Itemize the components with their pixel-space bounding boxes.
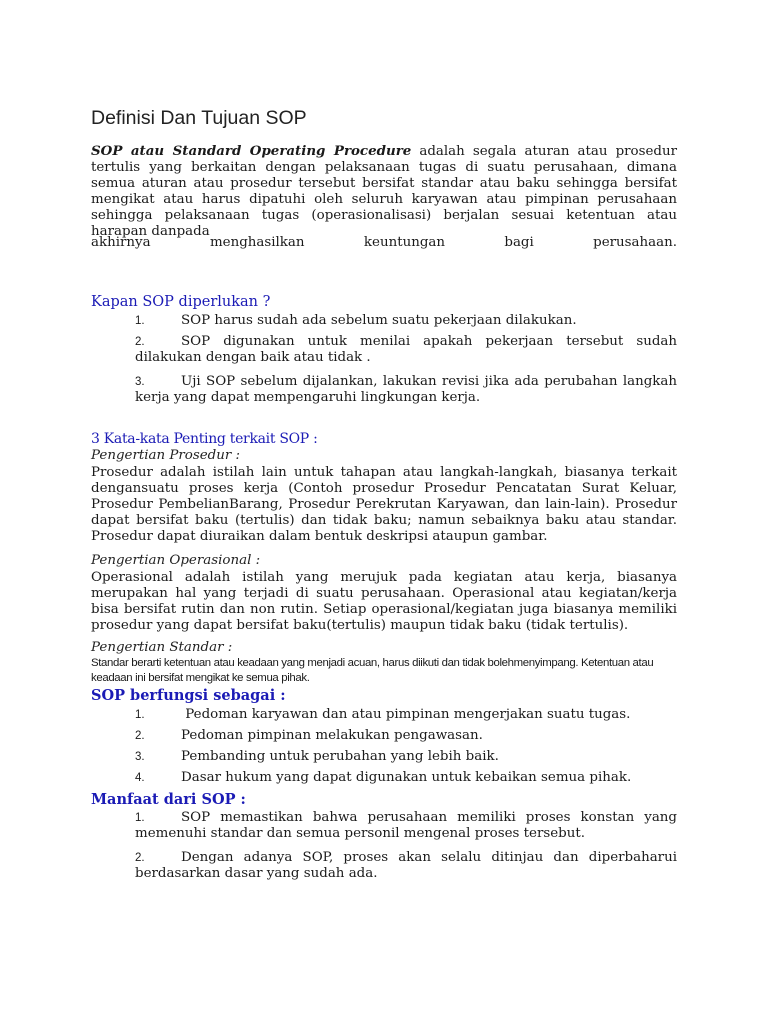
fungsi-item-1	[135, 707, 677, 723]
kapan-item-2	[135, 334, 677, 366]
fungsi-item-4	[135, 770, 677, 786]
list-text: SOP harus sudah ada sebelum suatu pekerjaan dilakukan.	[181, 313, 577, 328]
list-text: Pedoman karyawan dan atau pimpinan mengerjakan suatu tugas.	[181, 707, 631, 722]
list-text: SOP memastikan bahwa perusahaan memiliki proses konstan yang memenuhi standar dan semua personil mengenal proses tersebut.	[135, 810, 677, 841]
standar-label: Pengertian Standar :	[91, 640, 233, 655]
list-number: 2.	[135, 336, 145, 348]
list-text: SOP digunakan untuk menilai apakah pekerjaan tersebut sudah dilakukan dengan baik atau tidak .	[135, 334, 677, 365]
intro-body: adalah segala aturan atau prosedur tertulis yang berkaitan dengan pelaksanaan tugas di suatu perusahaan, dimana semua aturan atau prosedur tersebut bersifat standar atau baku sehingga bersifat mengikat atau harus dipatuhi oleh seluruh karyawan atau pimpinan perusahaan sehingga pelaksanaan tugas (operasionalisasi) berjalan sesuai ketentuan atau harapan danpada	[91, 144, 677, 239]
manfaat-item-2	[135, 850, 677, 882]
list-number: 1.	[135, 709, 145, 721]
manfaat-item-1	[135, 810, 677, 842]
list-number: 4.	[135, 772, 145, 784]
intro-lead: SOP atau Standard Operating Procedure	[91, 143, 412, 159]
prosedur-label: Pengertian Prosedur :	[91, 448, 241, 463]
page-title: Definisi Dan Tujuan SOP	[91, 107, 307, 129]
kapan-heading: Kapan SOP diperlukan ?	[91, 294, 271, 310]
list-text: Pembanding untuk perubahan yang lebih baik.	[181, 749, 499, 764]
list-number: 1.	[135, 812, 145, 824]
list-text: Pedoman pimpinan melakukan pengawasan.	[181, 728, 483, 743]
list-number: 3.	[135, 751, 145, 763]
kapan-item-1	[135, 313, 677, 329]
list-text: Dasar hukum yang dapat digunakan untuk kebaikan semua pihak.	[181, 770, 632, 785]
list-number: 2.	[135, 730, 145, 742]
fungsi-heading: SOP berfungsi sebagai :	[91, 687, 286, 704]
fungsi-item-3	[135, 749, 677, 765]
kata-heading: 3 Kata-kata Penting terkait SOP :	[91, 431, 318, 447]
intro-last-line: akhirnya menghasilkan keuntungan bagi perusahaan.	[91, 235, 677, 250]
list-number: 2.	[135, 852, 145, 864]
standar-text: Standar berarti ketentuan atau keadaan yang menjadi acuan, harus diikuti dan tidak bolehmenyimpang. Ketentuan atau keadaan ini bersifat mengikat ke semua pihak.	[91, 657, 654, 684]
intro-paragraph	[91, 143, 677, 240]
kapan-item-3	[135, 374, 677, 406]
list-number: 1.	[135, 315, 145, 327]
operasional-label: Pengertian Operasional :	[91, 553, 261, 568]
list-text: Dengan adanya SOP, proses akan selalu ditinjau dan diperbaharui berdasarkan dasar yang sudah ada.	[135, 850, 677, 881]
prosedur-text: Prosedur adalah istilah lain untuk tahapan atau langkah-langkah, biasanya terkait dengansuatu proses kerja (Contoh prosedur Prosedur Pencatatan Surat Keluar, Prosedur PembelianBarang, Prosedur Perekrutan Karyawan, dan lain-lain). Prosedur dapat bersifat baku (tertulis) dan tidak baku; namun sebaiknya baku atau standar. Prosedur dapat diuraikan dalam bentuk deskripsi ataupun gambar.	[91, 465, 677, 544]
fungsi-item-2	[135, 728, 677, 744]
list-number: 3.	[135, 376, 145, 388]
list-text: Uji SOP sebelum dijalankan, lakukan revisi jika ada perubahan langkah kerja yang dapat mempengaruhi lingkungan kerja.	[135, 374, 677, 405]
operasional-text: Operasional adalah istilah yang merujuk pada kegiatan atau kerja, biasanya merupakan hal yang terjadi di suatu perusahaan. Operasional atau kegiatan/kerja bisa bersifat rutin dan non rutin. Setiap operasional/kegiatan juga biasanya memiliki prosedur yang dapat bersifat baku(tertulis) maupun tidak baku (tidak tertulis).	[91, 570, 677, 633]
manfaat-heading: Manfaat dari SOP :	[91, 791, 246, 808]
